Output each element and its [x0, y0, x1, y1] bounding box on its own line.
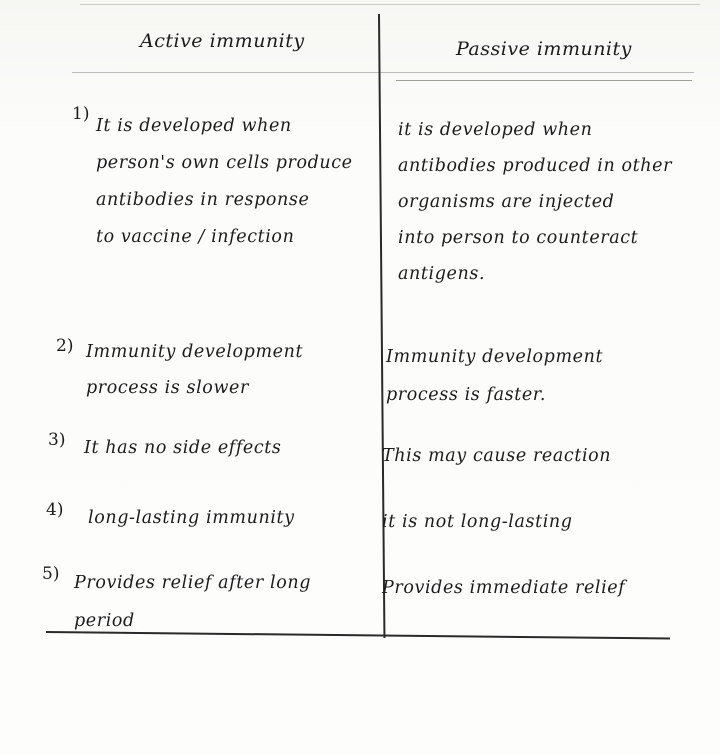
row-4-active-text	[88, 500, 295, 536]
row-4-passive-text	[382, 504, 573, 540]
row-5-number: 5)	[42, 564, 60, 584]
row-1-passive-line-4: into person to counteract	[398, 228, 639, 248]
row-2-number: 2)	[56, 336, 74, 356]
row-1-passive-line-1: it is developed when	[398, 120, 593, 140]
row-2-passive-line-1: Immunity development	[386, 347, 604, 367]
row-4-number: 4)	[46, 500, 64, 520]
row-3-active-text	[84, 430, 282, 466]
header-underline	[72, 72, 694, 73]
row-5-passive-line-1: Provides immediate relief	[382, 578, 626, 598]
row-1-passive-text	[398, 112, 672, 292]
row-2-passive-line-2: process is faster.	[386, 385, 547, 405]
row-3-number: 3)	[48, 430, 66, 450]
row-5-passive-text	[382, 570, 625, 606]
row-1-passive-line-5: antigens.	[398, 264, 486, 284]
row-5-active-line-2: period	[74, 611, 135, 631]
row-1-active-line-2: person's own cells produce	[96, 153, 353, 173]
row-1-passive-line-2: antibodies produced in other	[398, 156, 673, 176]
row-3-passive-line-1: This may cause reaction	[382, 446, 612, 466]
row-2-passive-text	[386, 338, 603, 414]
row-2-active-line-2: process is slower	[86, 378, 249, 398]
row-1-active-line-4: to vaccine / infection	[96, 227, 295, 247]
top-rule-line	[80, 4, 700, 5]
row-3-active-line-1: It has no side effects	[84, 438, 282, 458]
row-3-passive-text	[382, 438, 611, 474]
row-5-active-text	[74, 564, 311, 640]
row-1-active-line-3: antibodies in response	[96, 190, 310, 210]
row-2-active-line-1: Immunity development	[86, 342, 304, 362]
header-underline-right	[396, 80, 692, 81]
row-1-passive-line-3: organisms are injected	[398, 192, 615, 212]
header-active-immunity: Active immunity	[140, 30, 305, 52]
row-2-active-text	[86, 334, 303, 406]
column-divider	[378, 14, 385, 638]
row-4-passive-line-1: it is not long-lasting	[382, 512, 573, 532]
row-1-number: 1)	[72, 104, 90, 124]
header-passive-immunity: Passive immunity	[456, 38, 632, 60]
row-5-active-line-1: Provides relief after long	[74, 573, 312, 593]
row-1-active-text	[96, 108, 353, 256]
row-4-active-line-1: long-lasting immunity	[88, 508, 295, 528]
row-1-active-line-1: It is developed when	[96, 116, 292, 136]
